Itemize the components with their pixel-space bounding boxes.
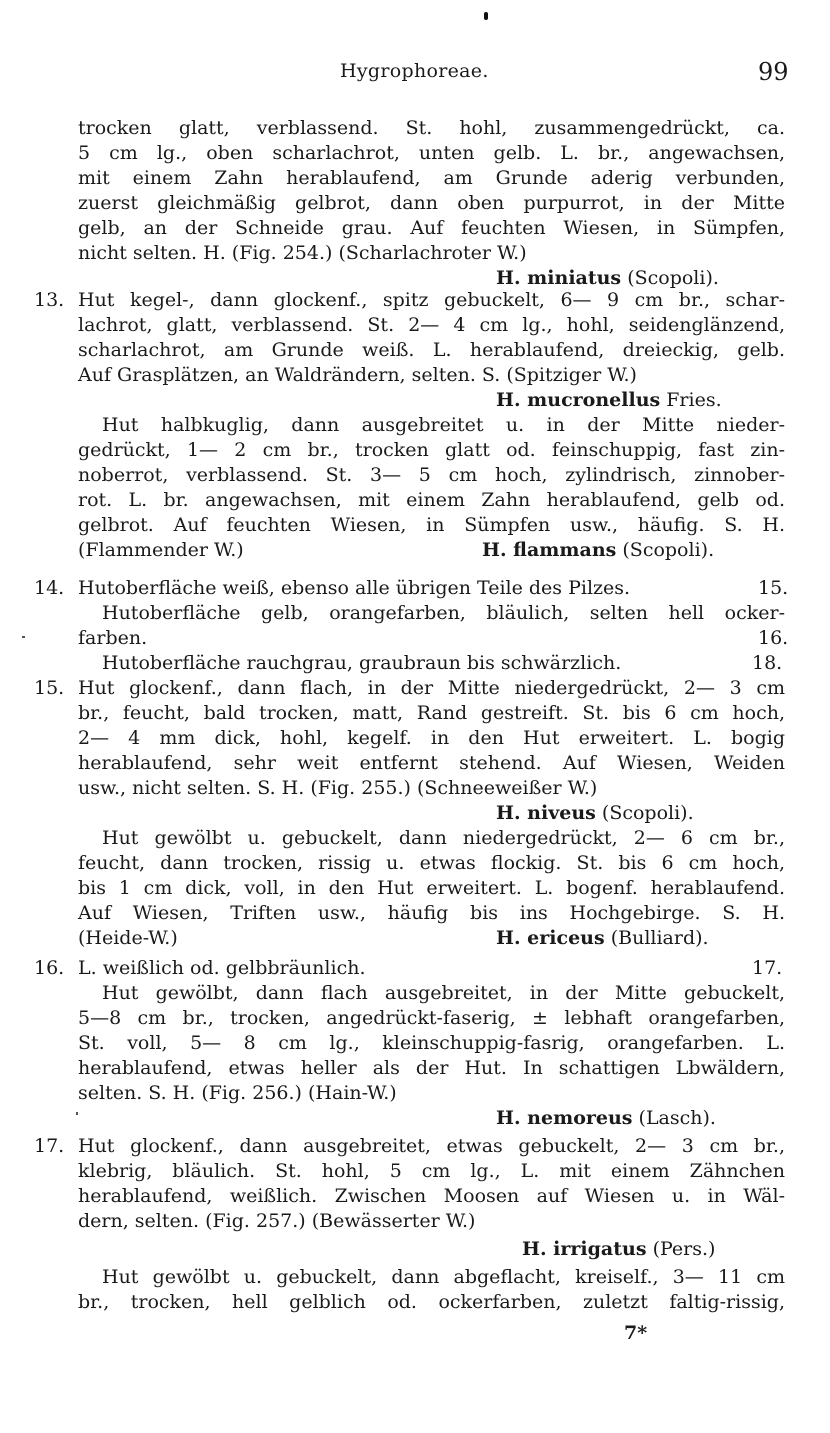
text-line: Auf Grasplätzen, an Waldrändern, selten. S. (Spitziger W.) <box>78 364 637 386</box>
text-line: gelb, an der Schneide grau. Auf feuchten Wiesen, in Sümpfen, <box>78 217 785 239</box>
couplet-number: 15. <box>34 677 65 699</box>
text-line: herablaufend, etwas heller als der Hut. In schattigen Lbwäldern, <box>78 1057 785 1079</box>
couplet-number: 17. <box>34 1135 65 1157</box>
text-line: L. weißlich od. gelbbräunlich. <box>78 957 366 979</box>
couplet-number: 13. <box>34 289 65 311</box>
species-name: H. ericeus (Bulliard). <box>496 927 709 949</box>
text-line: Hut gewölbt u. gebuckelt, dann abgeflacht, kreiself., 3— 11 cm <box>102 1266 785 1288</box>
couplet-number: 14. <box>34 577 65 599</box>
page-number: 99 <box>758 58 789 86</box>
text-line: 2— 4 mm dick, hohl, kegelf. in den Hut erweitert. L. bogig <box>78 727 785 749</box>
text-line: zuerst gleichmäßig gelbrot, dann oben purpurrot, in der Mitte <box>78 192 785 214</box>
text-line: 5—8 cm br., trocken, angedrückt-faserig, ± lebhaft orangefarben, <box>78 1007 785 1029</box>
text-line: Auf Wiesen, Triften usw., häufig bis ins Hochgebirge. S. H. <box>78 902 785 924</box>
text-line: Hut glockenf., dann flach, in der Mitte niedergedrückt, 2— 3 cm <box>78 677 785 699</box>
text-line: Hutoberfläche gelb, orangefarben, bläulich, selten hell ocker- <box>102 602 785 624</box>
header-title: Hygrophoreae. <box>340 60 489 82</box>
text-line: farben. <box>78 627 148 649</box>
lead-number: 18. <box>752 652 783 674</box>
text-line: St. voll, 5— 8 cm lg., kleinschuppig-fasrig, orangefarben. L. <box>78 1032 785 1054</box>
text-line: selten. S. H. (Fig. 256.) (Hain-W.) <box>78 1082 397 1104</box>
text-line: rot. L. br. angewachsen, mit einem Zahn herablaufend, gelb od. <box>78 489 785 511</box>
text-line: Hutoberfläche weiß, ebenso alle übrigen Teile des Pilzes. <box>78 577 631 599</box>
species-name: H. irrigatus (Pers.) <box>522 1238 716 1260</box>
text-line: br., trocken, hell gelblich od. ockerfarben, zuletzt faltig-rissig, <box>78 1291 785 1313</box>
text-line: dern, selten. (Fig. 257.) (Bewässerter W.) <box>78 1210 476 1232</box>
running-header <box>0 58 830 88</box>
text-line: usw., nicht selten. S. H. (Fig. 255.) (Schneeweißer W.) <box>78 777 598 799</box>
species-name: H. mucronellus Fries. <box>496 389 722 411</box>
species-name: H. niveus (Scopoli). <box>496 802 694 824</box>
species-name: H. miniatus (Scopoli). <box>496 267 719 289</box>
scan-speck <box>76 1112 78 1115</box>
text-line: (Heide-W.) <box>78 927 178 949</box>
text-line: Hut kegel-, dann glockenf., spitz gebuckelt, 6— 9 cm br., schar- <box>78 289 785 311</box>
text-line: mit einem Zahn herablaufend, am Grunde aderig verbunden, <box>78 167 785 189</box>
text-line: klebrig, bläulich. St. hohl, 5 cm lg., L. mit einem Zähnchen <box>78 1160 785 1182</box>
text-line: Hutoberfläche rauchgrau, graubraun bis schwärzlich. <box>102 652 622 674</box>
signature-mark: 7* <box>624 1322 648 1344</box>
text-line: Hut glockenf., dann ausgebreitet, etwas gebuckelt, 2— 3 cm br., <box>78 1135 785 1157</box>
text-line: nicht selten. H. (Fig. 254.) (Scharlachroter W.) <box>78 242 527 264</box>
text-line: lachrot, glatt, verblassend. St. 2— 4 cm lg., hohl, seidenglänzend, <box>78 314 785 336</box>
text-line: Hut gewölbt u. gebuckelt, dann niedergedrückt, 2— 6 cm br., <box>102 827 785 849</box>
text-line: (Flammender W.) <box>78 539 244 561</box>
couplet-number: 16. <box>34 957 65 979</box>
text-line: scharlachrot, am Grunde weiß. L. herablaufend, dreieckig, gelb. <box>78 339 785 361</box>
text-line: trocken glatt, verblassend. St. hohl, zusammengedrückt, ca. <box>78 117 785 139</box>
lead-number: 15. <box>758 577 789 599</box>
ink-dot <box>484 12 488 20</box>
text-line: Hut halbkuglig, dann ausgebreitet u. in der Mitte nieder- <box>102 414 785 436</box>
text-line: noberrot, verblassend. St. 3— 5 cm hoch, zylindrisch, zinnober- <box>78 464 785 486</box>
text-line: br., feucht, bald trocken, matt, Rand gestreift. St. bis 6 cm hoch, <box>78 702 785 724</box>
text-line: bis 1 cm dick, voll, in den Hut erweitert. L. bogenf. herablaufend. <box>78 877 785 899</box>
species-name: H. flammans (Scopoli). <box>482 539 715 561</box>
text-line: gelbrot. Auf feuchten Wiesen, in Sümpfen usw., häufig. S. H. <box>78 514 785 536</box>
text-line: 5 cm lg., oben scharlachrot, unten gelb. L. br., angewachsen, <box>78 142 785 164</box>
text-line: herablaufend, weißlich. Zwischen Moosen auf Wiesen u. in Wäl- <box>78 1185 785 1207</box>
lead-number: 17. <box>752 957 783 979</box>
lead-number: 16. <box>758 627 789 649</box>
species-name: H. nemoreus (Lasch). <box>496 1107 716 1129</box>
scan-speck <box>22 636 25 638</box>
text-line: Hut gewölbt, dann flach ausgebreitet, in der Mitte gebuckelt, <box>102 982 785 1004</box>
text-line: feucht, dann trocken, rissig u. etwas flockig. St. bis 6 cm hoch, <box>78 852 785 874</box>
text-line: herablaufend, sehr weit entfernt stehend. Auf Wiesen, Weiden <box>78 752 785 774</box>
text-line: gedrückt, 1— 2 cm br., trocken glatt od. feinschuppig, fast zin- <box>78 439 785 461</box>
